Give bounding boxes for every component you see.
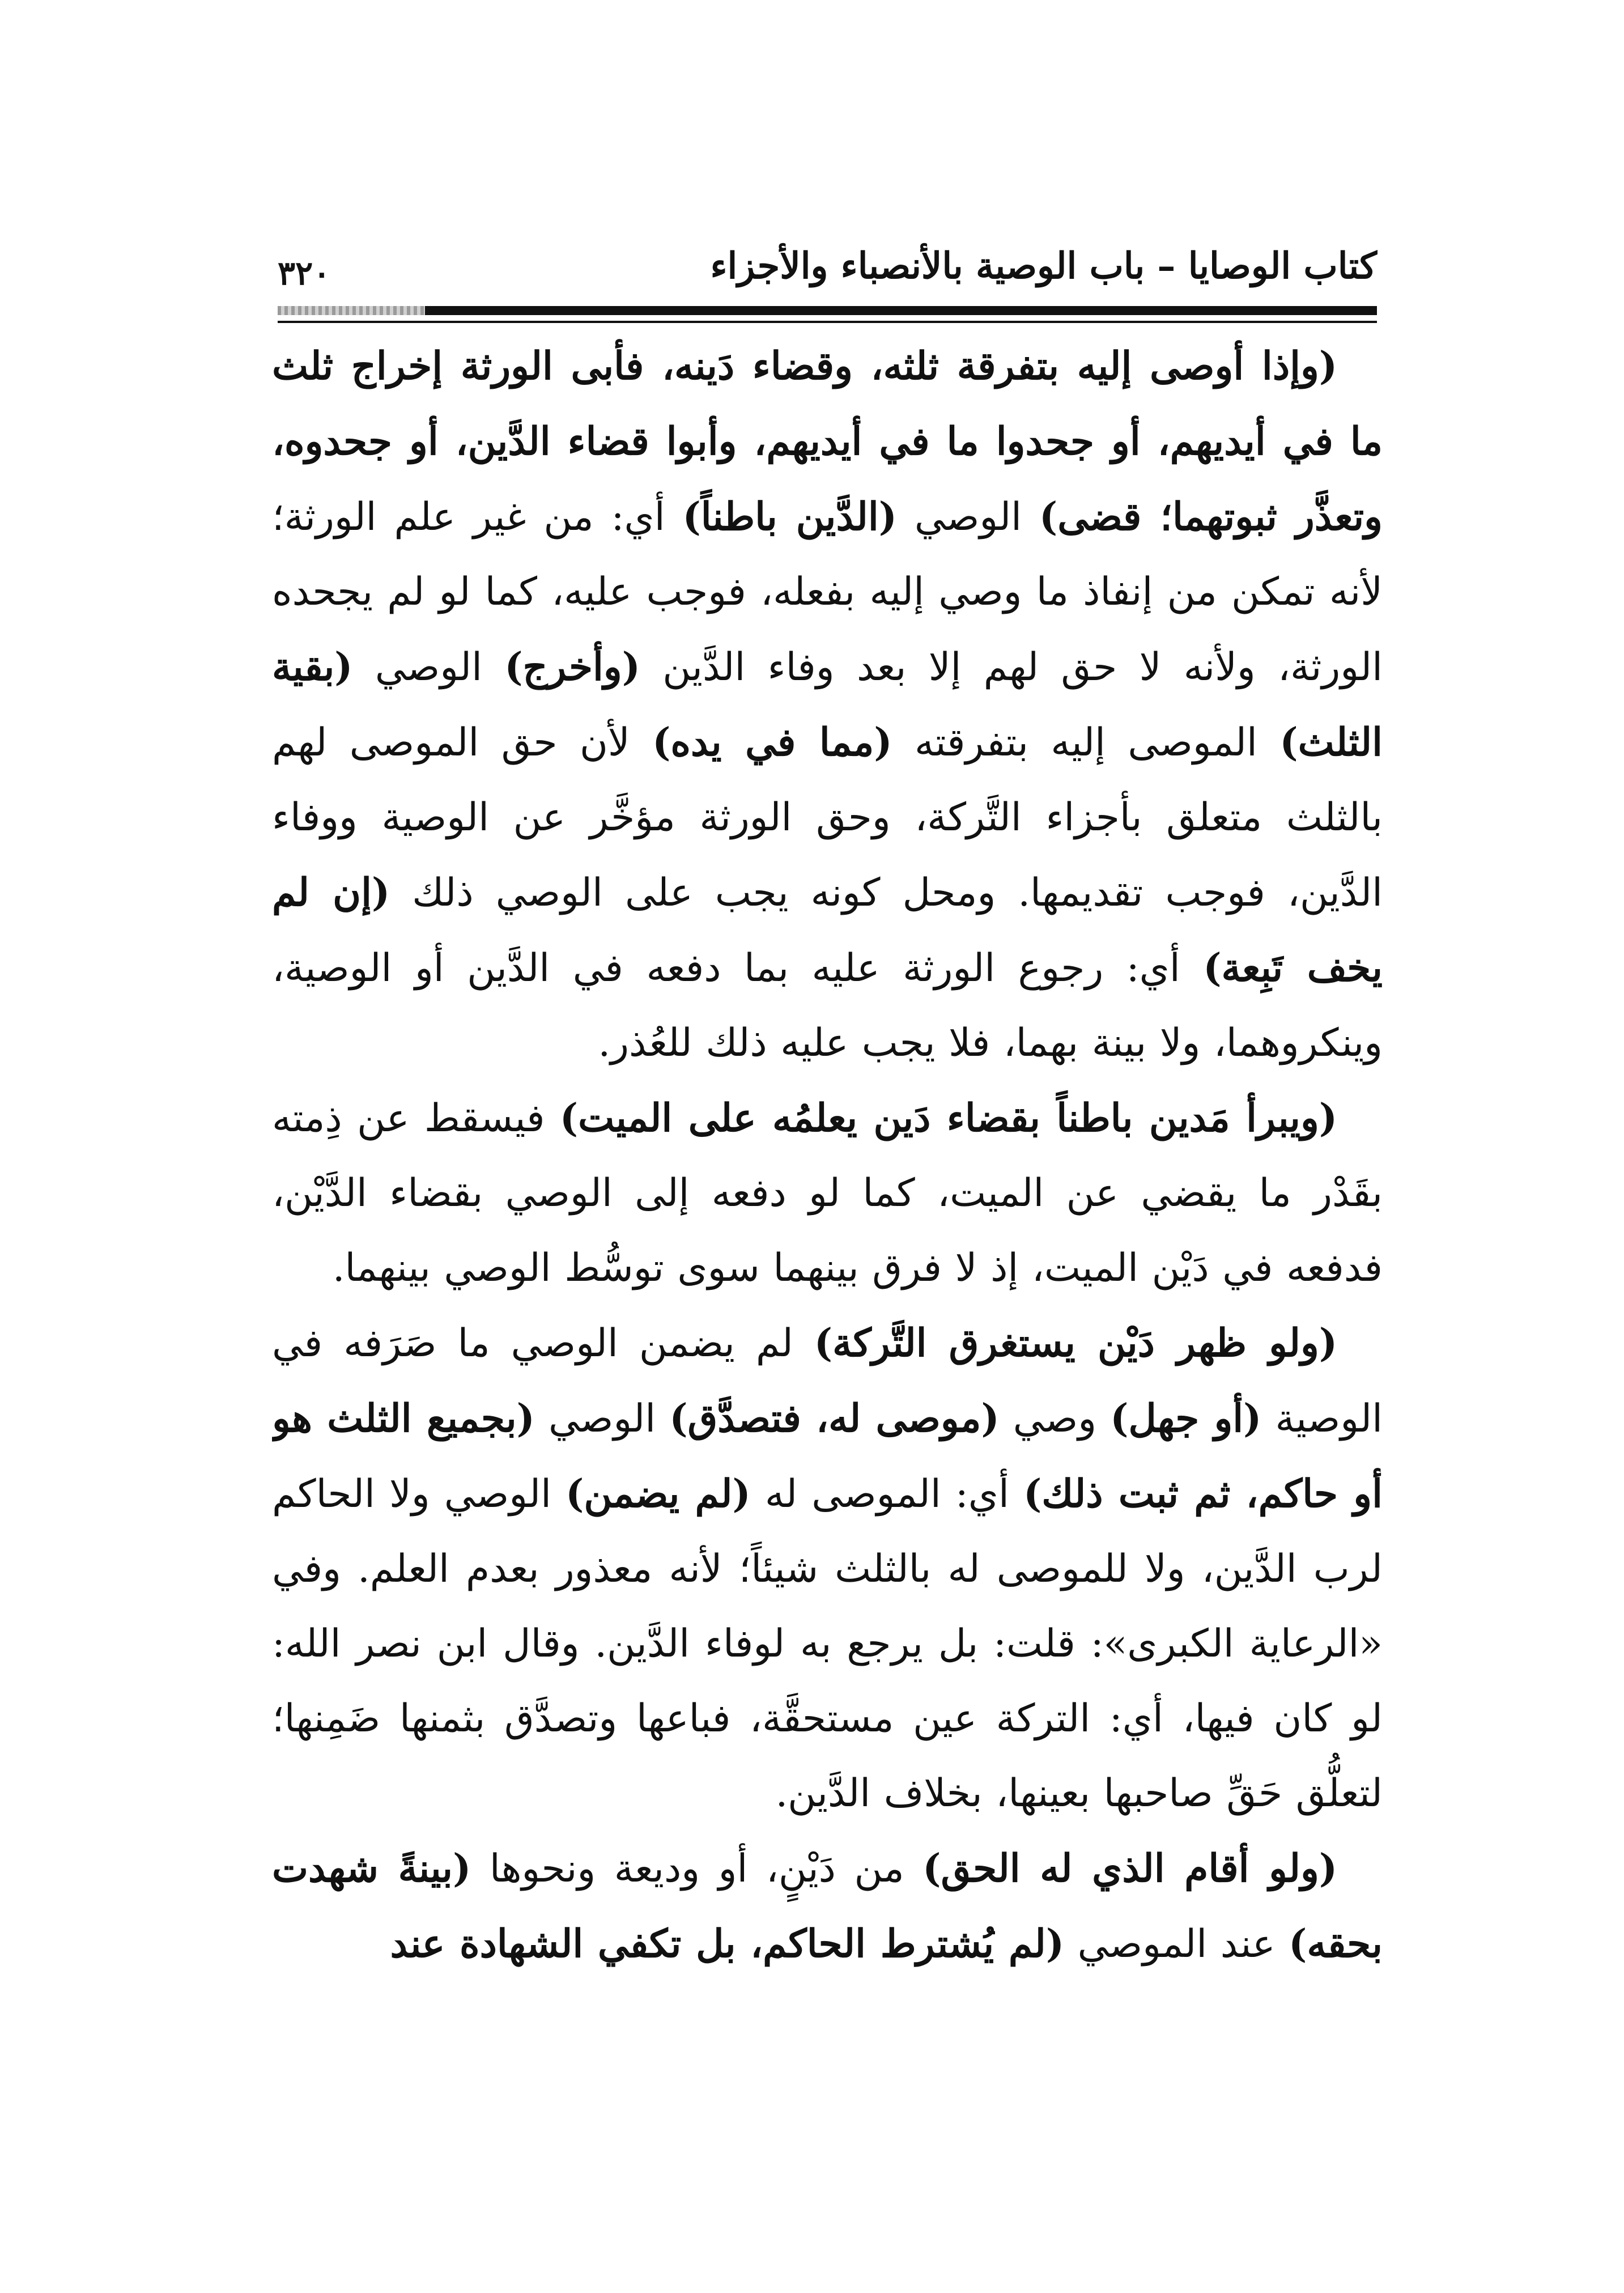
matn-text: (لم يضمن) xyxy=(566,1471,751,1517)
paragraph-1 xyxy=(272,329,1383,1081)
matn-text: (ولو أقام الذي له الحق) xyxy=(922,1846,1337,1891)
matn-text: (وأخرج) xyxy=(504,644,640,690)
commentary-text: فيسقط عن ذِمته بقَدْر ما يقضي عن الميت، كما لو دفعه إلى الوصي بقضاء الدَّيْن، فدفعه في دَيْن الميت، إذ لا فرق بينهما سوى توسُّط الوصي بينهما. xyxy=(272,1096,1383,1290)
matn-text: (الدَّين باطناً) xyxy=(682,494,897,540)
matn-text: (مما في يده) xyxy=(652,720,892,765)
matn-text: (بقية الثلث) xyxy=(272,644,1383,765)
page-number: ٣٢٠ xyxy=(278,254,331,292)
commentary-text: لم يضمن الوصي ما صَرَفه في الوصية xyxy=(272,1321,1383,1441)
paragraph-2 xyxy=(272,1081,1383,1306)
header-title: كتاب الوصايا – باب الوصية بالأنصباء والأجزاء xyxy=(710,245,1377,287)
matn-text: (لم يُشترط الحاكم، بل تكفي الشهادة عند xyxy=(390,1921,1065,1967)
commentary-text: الوصي xyxy=(534,1396,670,1441)
matn-text: (موصى له، فتصدَّق) xyxy=(669,1396,1000,1441)
commentary-text: الموصى إليه بتفرقته xyxy=(892,720,1280,765)
header-rule-thick xyxy=(278,306,1377,315)
commentary-text: لأن حق الموصى لهم بالثلث متعلق بأجزاء التَّركة، وحق الورثة مؤخَّر عن الوصية ووفاء الدَّين، فوجب تقديمها. ومحل كونه يجب على الوصي ذلك xyxy=(272,720,1383,915)
commentary-text: الوصي xyxy=(896,495,1040,540)
paragraph-4 xyxy=(272,1831,1383,1982)
matn-text: (وإذا أوصى إليه بتفرقة ثلثه، وقضاء دَينه، فأبى الورثة إخراج ثلث ما في أيديهم، أو جحدوا ما في أيديهم، وأبوا قضاء الدَّين، أو جحدوه، وتعذَّر ثبوتهما؛ قضى) xyxy=(272,343,1383,540)
commentary-text: من دَيْنٍ، أو وديعة ونحوها xyxy=(471,1846,923,1891)
commentary-text: عند الموصي xyxy=(1064,1922,1289,1967)
commentary-text: الوصي ولا الحاكم لرب الدَّين، ولا للموصى له بالثلث شيئاً؛ لأنه معذور بعدم العلم. وفي «الرعاية الكبرى»: قلت: بل يرجع به لوفاء الدَّين. وقال ابن نصر الله: لو كان فيها، أي: التركة عين مستحقَّة، فباعها وتصدَّق بثمنها ضَمِنها؛ لتعلُّق حَقِّ صاحبها بعينها، بخلاف الدَّين. xyxy=(272,1472,1383,1816)
commentary-text: أي: الموصى له xyxy=(750,1472,1024,1517)
paragraph-3 xyxy=(272,1306,1383,1831)
matn-text: (أو جهل) xyxy=(1110,1396,1262,1441)
matn-text: (بينةً شهدت بحقه) xyxy=(272,1846,1383,1967)
text-body xyxy=(272,329,1383,2029)
matn-text: (إن لم يخف تَبِعة) xyxy=(272,870,1383,991)
matn-text: (بجميع الثلث هو أو حاكم، ثم ثبت ذلك) xyxy=(272,1396,1383,1517)
matn-text: (ولو ظهر دَيْن يستغرق التَّركة) xyxy=(814,1320,1337,1366)
running-header xyxy=(278,238,1377,300)
commentary-text: أي: رجوع الورثة عليه بما دفعه في الدَّين أو الوصية، وينكروهما، ولا بينة بهما، فلا يجب عليه ذلك للعُذر. xyxy=(272,946,1383,1065)
commentary-text: الوصي xyxy=(352,645,505,690)
commentary-text: أي: من غير علم الورثة؛ لأنه تمكن من إنفاذ ما وصي إليه بفعله، فوجب عليه، كما لو لم يجحده الورثة، ولأنه لا حق لهم إلا بعد وفاء الدَّين xyxy=(272,495,1383,690)
matn-text: (ويبرأ مَدين باطناً بقضاء دَين يعلمُه على الميت) xyxy=(559,1095,1337,1141)
commentary-text: وصي xyxy=(999,1396,1111,1441)
header-rule-texture xyxy=(278,306,425,315)
header-rule-thin xyxy=(278,321,1377,323)
